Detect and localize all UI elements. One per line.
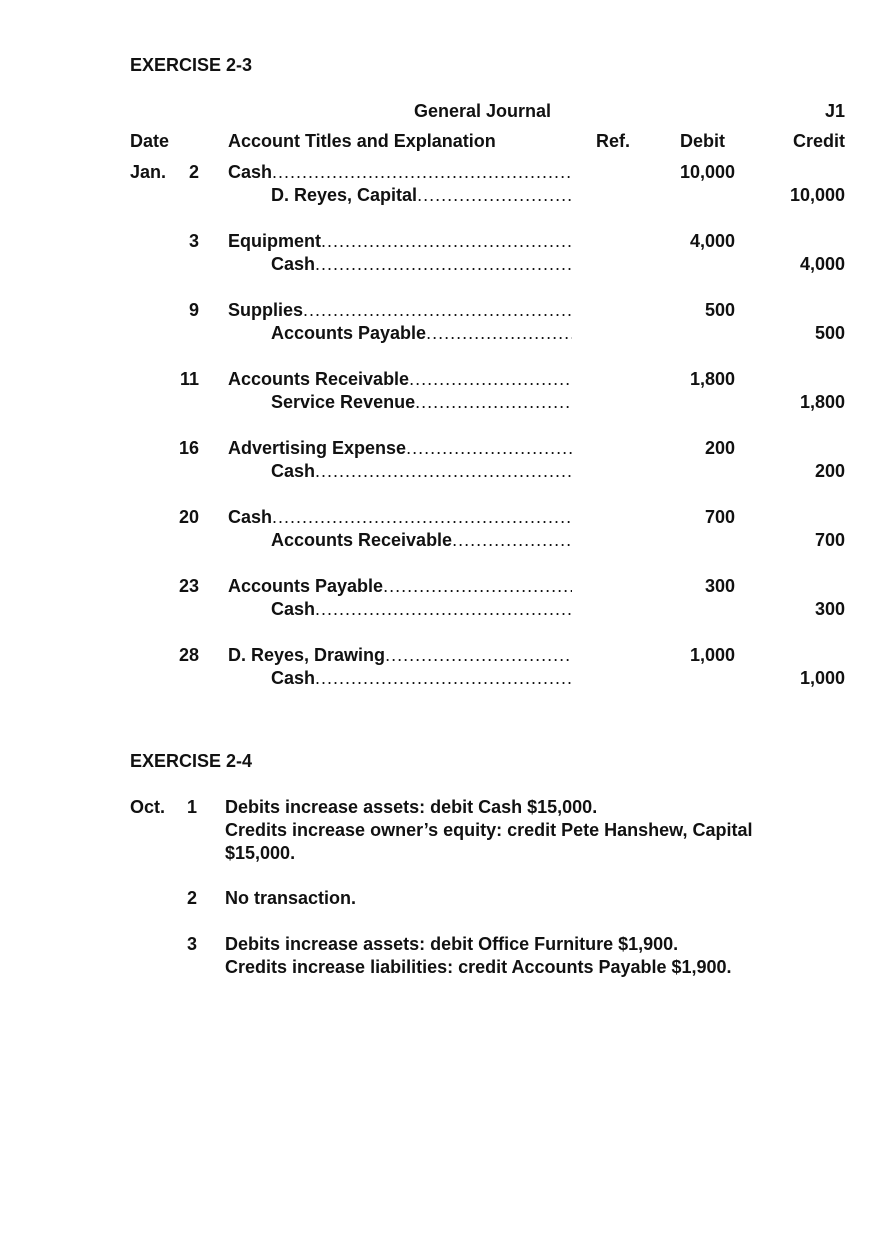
account-title: Advertising Expense: [228, 438, 407, 458]
account-title: Accounts Payable: [228, 576, 384, 596]
credit-amount: 300: [814, 599, 845, 619]
credit-account: [271, 391, 572, 413]
debit-amount: 200: [704, 438, 735, 458]
entry-day: 16: [178, 438, 199, 458]
entry-day: 28: [178, 645, 199, 665]
item-line: No transaction.: [225, 888, 357, 908]
debit-amount: 1,000: [689, 645, 735, 665]
account-title: Cash: [271, 461, 316, 481]
dot-leader: [409, 368, 572, 390]
debit-account: [228, 437, 572, 459]
account-title: Cash: [271, 668, 316, 688]
account-title: Supplies: [228, 300, 304, 320]
entry-day: 2: [188, 162, 199, 182]
dot-leader: [272, 161, 572, 183]
dot-leader: [385, 644, 572, 666]
credit-account: [271, 529, 572, 551]
credit-amount: 10,000: [789, 185, 845, 205]
account-title: Cash: [271, 599, 316, 619]
account-title: Service Revenue: [271, 392, 416, 412]
column-header-account: Account Titles and Explanation: [228, 131, 496, 151]
credit-amount: 200: [814, 461, 845, 481]
item-line: Credits increase owner’s equity: credit Pete Hanshew, Capital: [225, 820, 753, 840]
account-title: D. Reyes, Drawing: [228, 645, 386, 665]
exercise-2-4-heading: EXERCISE 2-4: [130, 751, 253, 771]
entry-day: 9: [188, 300, 199, 320]
dot-leader: [417, 184, 572, 206]
dot-leader: [426, 322, 572, 344]
entry-day: 20: [178, 507, 199, 527]
dot-leader: [452, 529, 572, 551]
account-title: Cash: [271, 254, 316, 274]
credit-amount: 4,000: [799, 254, 845, 274]
account-title: Equipment: [228, 231, 321, 251]
debit-account: [228, 575, 572, 597]
dot-leader: [315, 598, 572, 620]
credit-amount: 700: [814, 530, 845, 550]
column-header-ref: Ref.: [596, 131, 631, 151]
debit-account: [228, 230, 572, 252]
item-line: $15,000.: [225, 843, 296, 863]
account-title: Cash: [228, 162, 273, 182]
credit-account: [271, 598, 572, 620]
debit-account: [228, 161, 572, 183]
dot-leader: [415, 391, 572, 413]
account-title: Accounts Payable: [271, 323, 427, 343]
journal-title: General Journal: [414, 101, 552, 121]
account-title: D. Reyes, Capital: [271, 185, 418, 205]
account-title: Accounts Receivable: [271, 530, 453, 550]
debit-account: [228, 644, 572, 666]
column-header-date: Date: [130, 131, 170, 151]
dot-leader: [315, 460, 572, 482]
journal-page-ref: J1: [824, 101, 845, 121]
debit-amount: 4,000: [689, 231, 735, 251]
item-line: Debits increase assets: debit Office Furniture $1,900.: [225, 934, 679, 954]
debit-amount: 1,800: [689, 369, 735, 389]
item-day: 1: [186, 797, 197, 817]
entry-day: 11: [179, 369, 199, 389]
item-day: 2: [186, 888, 197, 908]
credit-account: [271, 667, 572, 689]
debit-amount: 300: [704, 576, 735, 596]
credit-amount: 1,000: [799, 668, 845, 688]
dot-leader: [272, 506, 572, 528]
dot-leader: [315, 253, 572, 275]
dot-leader: [315, 667, 572, 689]
credit-amount: 500: [814, 323, 845, 343]
dot-leader: [383, 575, 572, 597]
column-header-credit: Credit: [792, 131, 845, 151]
item-month: Oct.: [130, 797, 166, 817]
credit-account: [271, 322, 572, 344]
credit-account: [271, 253, 572, 275]
entry-day: 23: [178, 576, 199, 596]
debit-amount: 10,000: [679, 162, 735, 182]
item-line: Credits increase liabilities: credit Accounts Payable $1,900.: [225, 957, 732, 977]
debit-account: [228, 506, 572, 528]
dot-leader: [303, 299, 572, 321]
account-title: Cash: [228, 507, 273, 527]
debit-amount: 500: [704, 300, 735, 320]
debit-amount: 700: [704, 507, 735, 527]
item-day: 3: [186, 934, 197, 954]
account-title: Accounts Receivable: [228, 369, 410, 389]
entry-day: 3: [188, 231, 199, 251]
item-line: Debits increase assets: debit Cash $15,000.: [225, 797, 598, 817]
credit-account: [271, 184, 572, 206]
credit-amount: 1,800: [799, 392, 845, 412]
entry-month: Jan.: [130, 162, 167, 182]
dot-leader: [321, 230, 572, 252]
debit-account: [228, 299, 572, 321]
credit-account: [271, 460, 572, 482]
exercise-2-3-heading: EXERCISE 2-3: [130, 55, 253, 75]
dot-leader: [406, 437, 572, 459]
debit-account: [228, 368, 572, 390]
column-header-debit: Debit: [680, 131, 725, 151]
